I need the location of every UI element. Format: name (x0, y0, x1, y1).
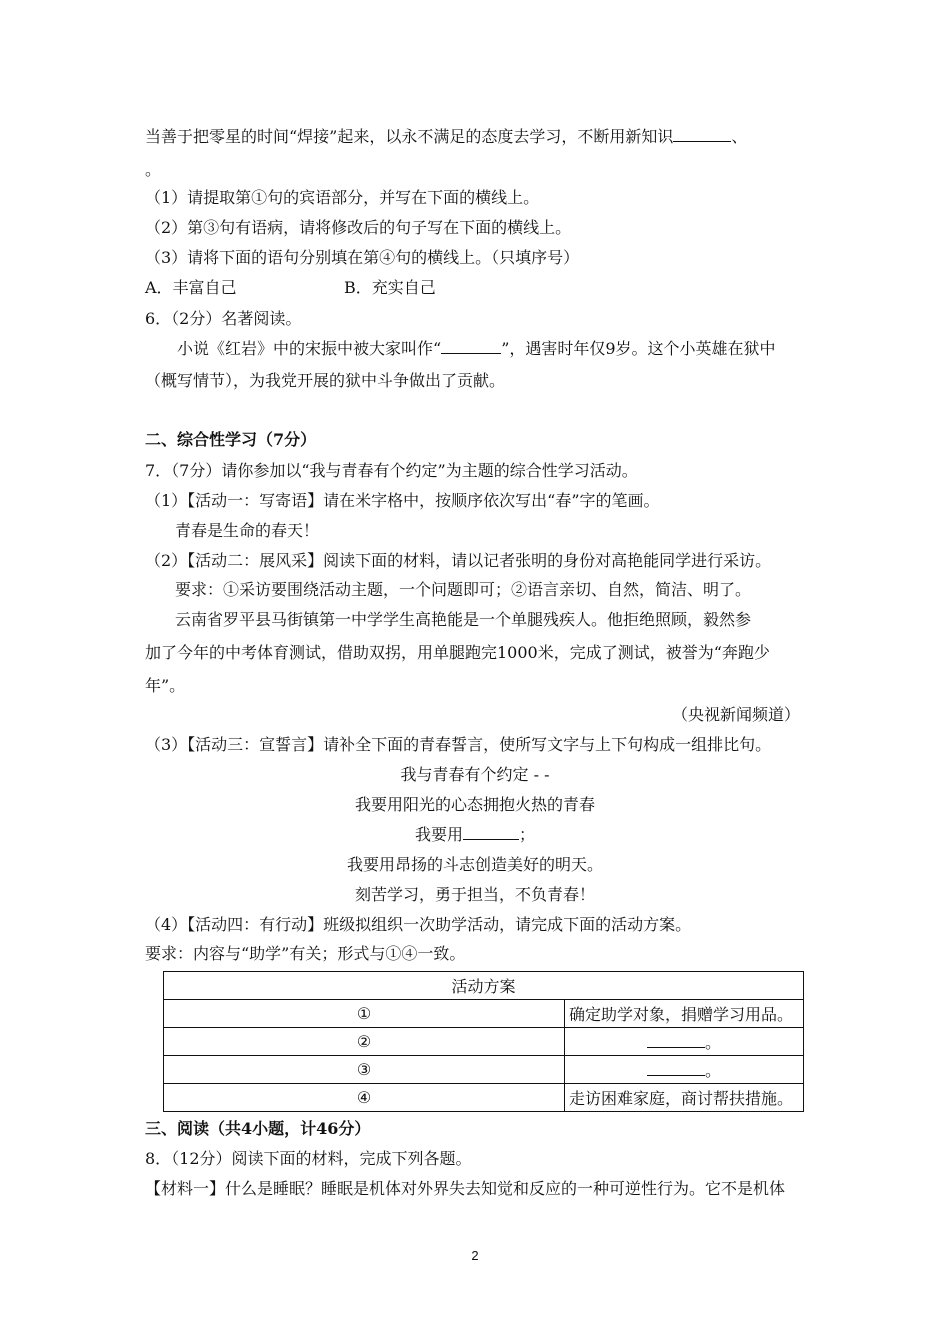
row-number: ① (164, 1000, 565, 1028)
activity-3: （3）【活动三：宣誓言】请补全下面的青春誓言，使所写文字与上下句构成一组排比句。 (145, 735, 772, 754)
text-segment: 。 (704, 1061, 721, 1080)
fill-blank[interactable] (647, 1033, 705, 1048)
row-number: ② (164, 1028, 565, 1056)
row-number: ④ (164, 1084, 565, 1112)
fill-blank[interactable] (463, 825, 519, 840)
option-b: B．充实自己 (344, 278, 436, 297)
text-line (145, 127, 747, 147)
table-row (164, 1000, 804, 1028)
text-line: 要求：①采访要围绕活动主题，一个问题即可；②语言亲切、自然，简洁、明了。 (175, 580, 752, 599)
section-heading: 二、综合性学习（7分） (145, 430, 317, 449)
text-line (177, 339, 776, 359)
question-7-title: 7．（7分）请你参加以“我与青春有个约定”为主题的综合性学习活动。 (145, 461, 638, 480)
text-line: （概写情节），为我党开展的狱中斗争做出了贡献。 (145, 371, 506, 390)
row-text[interactable] (565, 1056, 804, 1084)
row-number: ③ (164, 1056, 565, 1084)
row-text[interactable] (565, 1028, 804, 1056)
material-1: 【材料一】什么是睡眠？睡眠是机体对外界失去知觉和反应的一种可逆性行为。它不是机体 (145, 1179, 786, 1198)
text-line: 云南省罗平县马街镇第一中学学生高艳能是一个单腿残疾人。他拒绝照顾，毅然参 (175, 610, 752, 629)
text-line: 要求：内容与“助学”有关；形式与①④一致。 (145, 944, 466, 963)
text-segment: 。 (704, 1033, 721, 1052)
fill-blank[interactable] (647, 1061, 705, 1076)
text-segment: 我要用 (414, 825, 463, 844)
row-text: 确定助学对象，捐赠学习用品。 (565, 1000, 804, 1028)
text-line: 加了今年的中考体育测试，借助双拐，用单腿跑完1000米，完成了测试，被誉为“奔跑少 (145, 643, 770, 662)
activity-4: （4）【活动四：有行动】班级拟组织一次助学活动，请完成下面的活动方案。 (145, 915, 692, 934)
table-row (164, 1056, 804, 1084)
text-line: 。 (145, 160, 162, 179)
question-8-title: 8．（12分）阅读下面的材料，完成下列各题。 (145, 1149, 472, 1168)
oath-line: 我要用阳光的心态拥抱火热的青春 (354, 795, 595, 814)
activity-2: （2）【活动二：展风采】阅读下面的材料，请以记者张明的身份对高艳能同学进行采访。 (145, 551, 772, 570)
text-line: 年”。 (145, 676, 186, 695)
text-segment: 、 (731, 127, 748, 146)
activity-plan-table (163, 971, 804, 1112)
option-a: A．丰富自己 (145, 278, 237, 297)
text-line: 青春是生命的春天！ (175, 521, 320, 540)
question-6-title: 6．（2分）名著阅读。 (145, 309, 302, 328)
fill-blank[interactable] (441, 339, 501, 354)
text-segment: ； (519, 825, 536, 844)
section-heading: 三、阅读（共4小题，计46分） (145, 1119, 371, 1138)
text-segment: 小说《红岩》中的宋振中被大家叫作“ (177, 339, 442, 358)
oath-line: 我与青春有个约定 - - (400, 765, 550, 784)
page-number: 2 (471, 1248, 479, 1263)
activity-1: （1）【活动一：写寄语】请在米字格中，按顺序依次写出“春”字的笔画。 (145, 491, 660, 510)
question-1: （1）请提取第①句的宾语部分，并写在下面的横线上。 (145, 188, 540, 207)
table-row (164, 1028, 804, 1056)
row-text: 走访困难家庭，商讨帮扶措施。 (565, 1084, 804, 1112)
question-2: （2）第③句有语病，请将修改后的句子写在下面的横线上。 (145, 218, 572, 237)
text-segment: 当善于把零星的时间“焊接”起来，以永不满足的态度去学习，不断用新知识 (145, 127, 674, 146)
source-note: （央视新闻频道） (671, 705, 800, 724)
question-3: （3）请将下面的语句分别填在第④句的横线上。（只填序号） (145, 248, 580, 267)
oath-line: 我要用昂扬的斗志创造美好的明天。 (346, 855, 603, 874)
fill-blank[interactable] (673, 127, 731, 142)
table-row (164, 1084, 804, 1112)
oath-line (0, 825, 950, 845)
table-header: 活动方案 (164, 972, 804, 1000)
text-segment: ”，遇害时年仅9岁。这个小英雄在狱中 (501, 339, 776, 358)
table-header-row (164, 972, 804, 1000)
oath-line: 刻苦学习，勇于担当，不负青春！ (354, 885, 595, 904)
